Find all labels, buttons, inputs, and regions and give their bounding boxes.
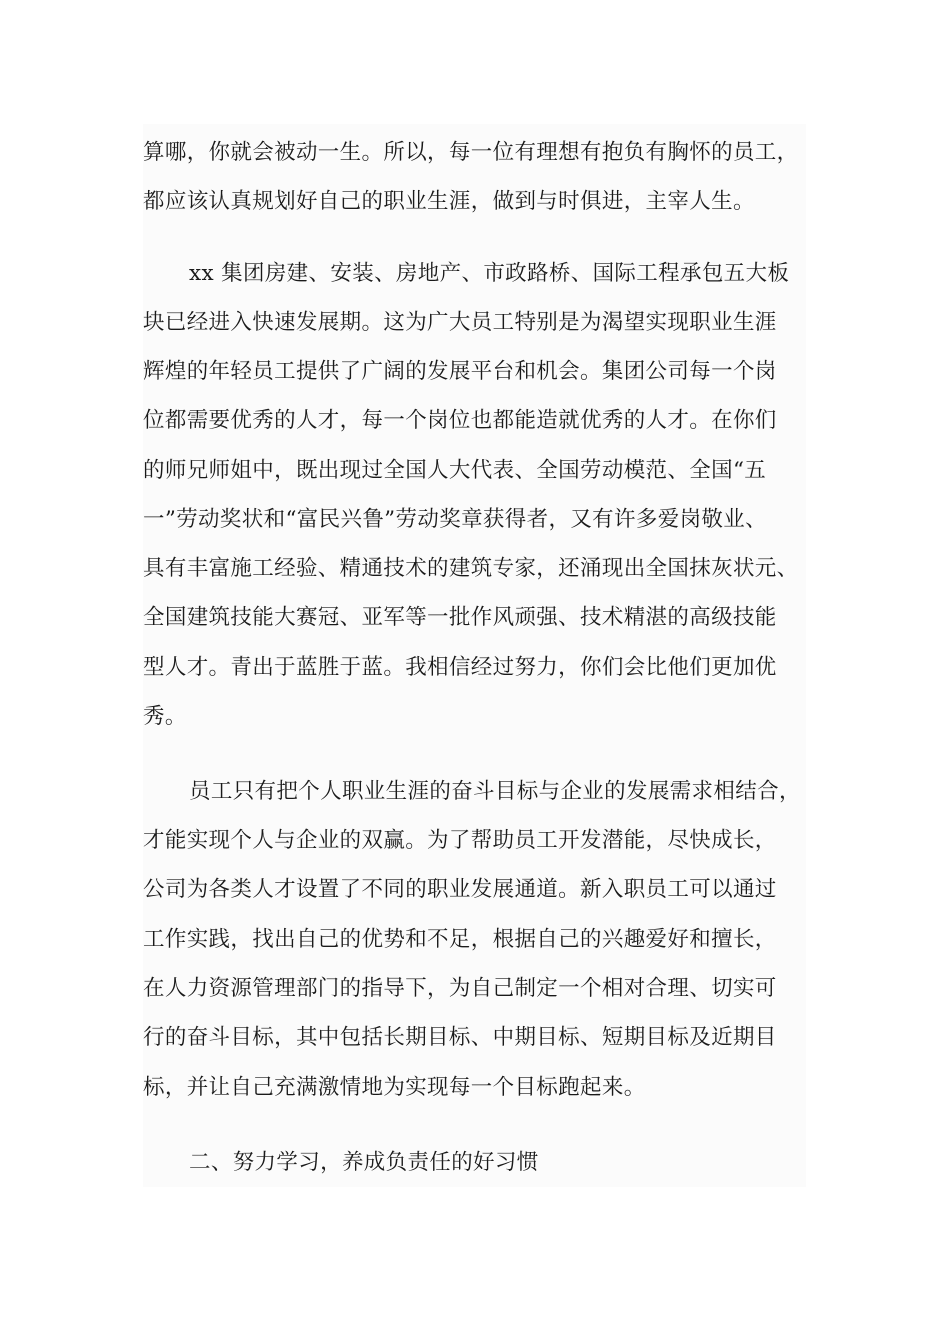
paragraph-line: 一”劳动奖状和“富民兴鲁”劳动奖章获得者，又有许多爱岗敬业、 [143,507,767,532]
paragraph-line: 位都需要优秀的人才，每一个岗位也都能造就优秀的人才。在你们 [143,408,777,433]
paragraph-line: 全国建筑技能大赛冠、亚军等一批作风顽强、技术精湛的高级技能 [143,605,777,630]
document-body [143,124,806,1187]
paragraph-line: 型人才。青出于蓝胜于蓝。我相信经过努力，你们会比他们更加优 [143,655,777,680]
paragraph-line: 块已经进入快速发展期。这为广大员工特别是为渴望实现职业生涯 [143,310,777,335]
paragraph-line: 在人力资源管理部门的指导下，为自己制定一个相对合理、切实可 [143,976,777,1001]
paragraph-line: 秀。 [143,704,187,729]
paragraph-line: 行的奋斗目标，其中包括长期目标、中期目标、短期目标及近期目 [143,1025,777,1050]
paragraph-line: 公司为各类人才设置了不同的职业发展通道。新入职员工可以通过 [143,877,777,902]
paragraph-line: 辉煌的年轻员工提供了广阔的发展平台和机会。集团公司每一个岗 [143,359,777,384]
paragraph-line: 具有丰富施工经验、精通技术的建筑专家，还涌现出全国抹灰状元、 [143,556,799,581]
paragraph-line: 算哪，你就会被动一生。所以，每一位有理想有抱负有胸怀的员工， [143,140,799,165]
paragraph-line: 员工只有把个人职业生涯的奋斗目标与企业的发展需求相结合， [189,779,801,804]
paragraph-line: 的师兄师姐中，既出现过全国人大代表、全国劳动模范、全国“五 [143,458,767,483]
paragraph-line: 才能实现个人与企业的双赢。为了帮助员工开发潜能，尽快成长， [143,828,777,853]
paragraph-line: 工作实践，找出自己的优势和不足，根据自己的兴趣爱好和擅长， [143,927,777,952]
paragraph-line: 标，并让自己充满激情地为实现每一个目标跑起来。 [143,1075,646,1100]
paragraph-line: xx 集团房建、安装、房地产、市政路桥、国际工程承包五大板 [189,261,790,286]
paragraph-line: 都应该认真规划好自己的职业生涯，做到与时俱进，主宰人生。 [143,189,755,214]
section-heading: 二、努力学习，养成负责任的好习惯 [189,1150,539,1175]
